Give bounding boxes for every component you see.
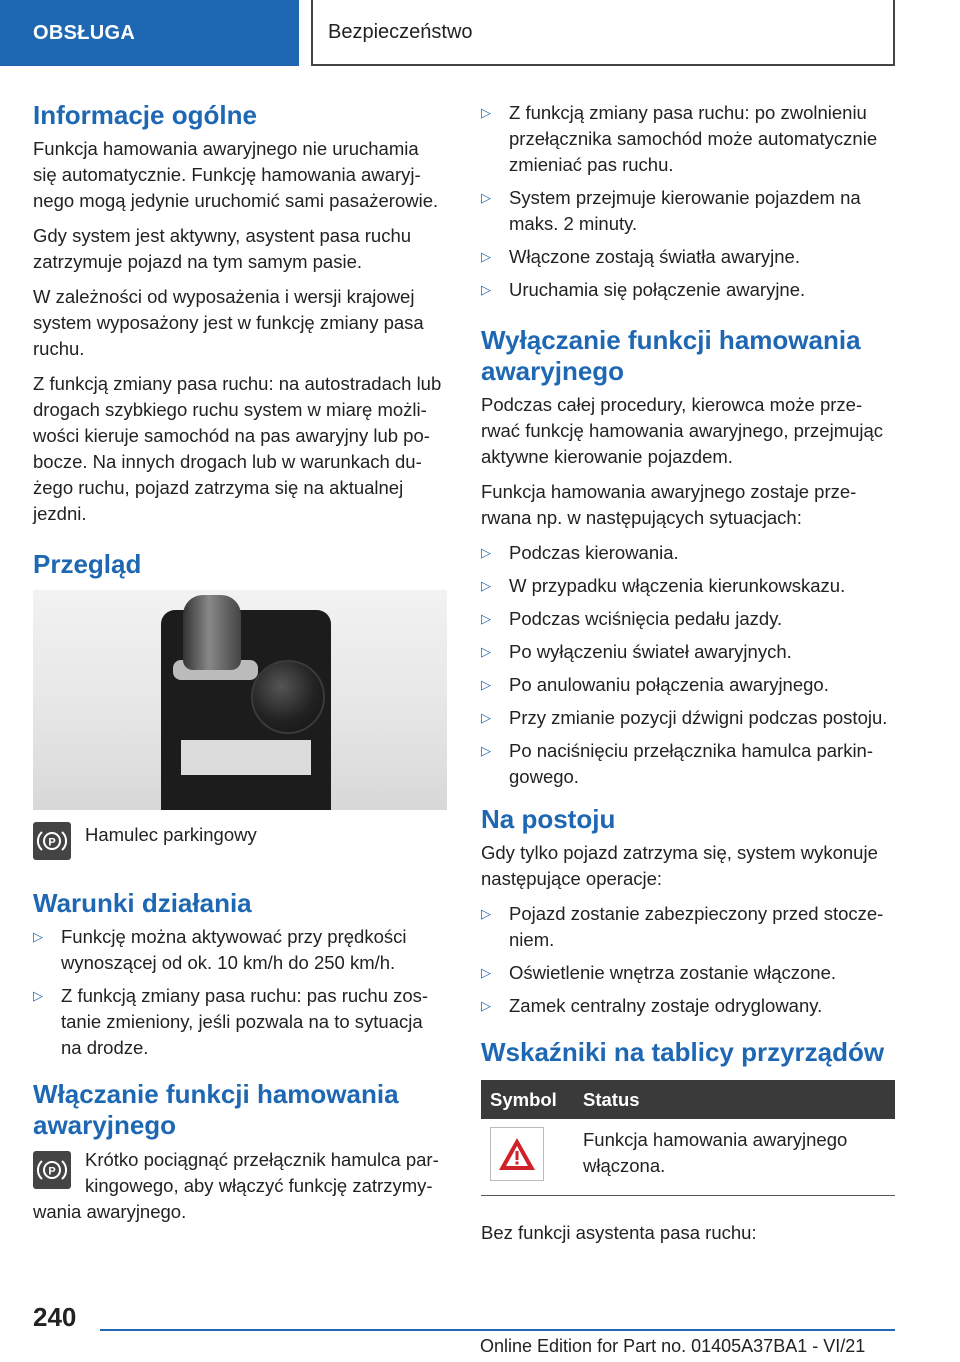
disable-list [481,540,895,790]
paragraph: Funkcja hamowania awaryjnego nie uruchamia się automatycznie. Funkcję hamowania awaryjnego mogą jedynie uruchomić sami pasażerowie. [33,138,439,211]
triangle-right-icon: ▷ [481,105,491,120]
heading-disable: Wyłączanie funkcji hamowania awaryjnego [481,325,861,386]
parking-brake-icon [33,822,71,860]
left-column [33,100,447,1234]
storage-tray [181,740,311,775]
heading-indicators: Wskaźniki na tablicy przyrządów [481,1037,885,1067]
heading-general: Informacje ogólne [33,100,257,130]
list-item: ▷ Po naciśnięciu przełącznika hamulca parkingowego. [481,740,874,787]
heading-standstill: Na postoju [481,804,616,834]
top-list [481,100,895,303]
list-item: ▷ Oświetlenie wnętrza zostanie włączone. [481,960,895,986]
triangle-right-icon: ▷ [481,998,491,1013]
gear-lever [183,595,241,670]
table-header-symbol: Symbol [481,1080,574,1119]
center-console-photo [33,590,447,810]
triangle-right-icon: ▷ [481,644,491,659]
paragraph: Gdy system jest aktywny, asystent pasa ruchu zatrzymuje pojazd na tym samym pasie. [33,225,412,272]
paragraph: Z funkcją zmiany pasa ruchu: na autostradach lub drogach szybkiego ruchu system w miarę możliwości kieruje samochód na pas awaryjny lub pobocze. Na innych drogach lub w warunkach dużego ruchu, pojazd zatrzyma się na aktualnej jezdni. [33,373,442,524]
list-item: ▷ Włączone zostają światła awaryjne. [481,244,895,270]
triangle-right-icon: ▷ [33,929,43,944]
footer-divider [100,1329,895,1331]
enable-block [33,1147,447,1225]
list-item: ▷ Funkcję można aktywować przy prędkości wynoszącej od ok. 10 km/h do 250 km/h. [33,926,407,973]
triangle-right-icon: ▷ [481,545,491,560]
parking-brake-row [33,822,447,860]
triangle-right-icon: ▷ [33,988,43,1003]
right-column [481,100,895,1255]
paragraph: Gdy tylko pojazd zatrzyma się, system wykonuje następujące operacje: [481,842,878,889]
heading-conditions: Warunki działania [33,888,252,918]
triangle-right-icon: ▷ [481,578,491,593]
list-item: ▷ W przypadku włączenia kierunkowskazu. [481,573,895,599]
list-item: ▷ System przejmuje kierowanie pojazdem na maks. 2 minuty. [481,187,861,234]
indicator-table [481,1080,895,1196]
paragraph: Funkcja hamowania awaryjnego zostaje przerwana np. w następujących sytuacjach: [481,481,857,528]
triangle-right-icon: ▷ [481,190,491,205]
list-item: ▷ Podczas kierowania. [481,540,895,566]
triangle-right-icon: ▷ [481,743,491,758]
section-header: OBSŁUGA [0,0,299,66]
heading-overview: Przegląd [33,549,142,579]
parking-brake-icon [33,1151,71,1189]
paragraph: W zależności od wyposażenia i wersji krajowej system wyposażony jest w funkcję zmiany pasa ruchu. [33,286,424,359]
conditions-list [33,924,447,1061]
list-item: ▷ Po anulowaniu połączenia awaryjnego. [481,672,895,698]
list-item: ▷ Uruchamia się połączenie awaryjne. [481,277,895,303]
triangle-right-icon: ▷ [481,710,491,725]
edition-note: Online Edition for Part no. 01405A37BA1 - VI/21 [480,1336,866,1356]
triangle-right-icon: ▷ [481,282,491,297]
list-item: ▷ Po wyłączeniu świateł awaryjnych. [481,639,895,665]
paragraph: Podczas całej procedury, kierowca może przerwać funkcję hamowania awaryjnego, przejmując aktywne kierowanie pojazdem. [481,394,884,467]
list-item: ▷ Pojazd zostanie zabezpieczony przed stoczeniem. [481,903,884,950]
list-item: ▷ Z funkcją zmiany pasa ruchu: po zwolnieniu przełącznika samochód może automatycznie zmieniać pas ruchu. [481,102,878,175]
parking-brake-label: Hamulec parkingowy [85,824,257,845]
svg-text:P: P [48,1165,56,1178]
triangle-right-icon: ▷ [481,677,491,692]
chapter-header: Bezpieczeństwo [311,0,895,66]
standstill-list [481,901,895,1019]
no-lane-assist-text: Bez funkcji asystenta pasa ruchu: [481,1222,757,1243]
table-cell-symbol [481,1119,574,1196]
list-item: ▷ Przy zmianie pozycji dźwigni podczas postoju. [481,705,895,731]
enable-text: Krótko pociągnąć przełącznik hamulca parkingowego, aby włączyć funkcję zatrzymywania awaryjnego. [33,1149,439,1222]
triangle-right-icon: ▷ [481,611,491,626]
list-item: ▷ Podczas wciśnięcia pedału jazdy. [481,606,895,632]
list-item: ▷ Zamek centralny zostaje odryglowany. [481,993,895,1019]
table-row [481,1119,895,1196]
table-cell-status: Funkcja hamowania awaryjnego włączona. [574,1119,895,1196]
svg-text:P: P [48,836,56,849]
list-item: ▷ Z funkcją zmiany pasa ruchu: pas ruchu zostanie zmieniony, jeśli pozwala na to sytuacja na drodze. [33,985,429,1058]
warning-triangle-icon [490,1127,544,1181]
triangle-right-icon: ▷ [481,249,491,264]
triangle-right-icon: ▷ [481,965,491,980]
table-header-status: Status [574,1080,895,1119]
triangle-right-icon: ▷ [481,906,491,921]
heading-enable: Włączanie funkcji hamowania awaryjnego [33,1079,399,1140]
page-number: 240 [33,1302,77,1332]
controller-dial [251,660,325,734]
